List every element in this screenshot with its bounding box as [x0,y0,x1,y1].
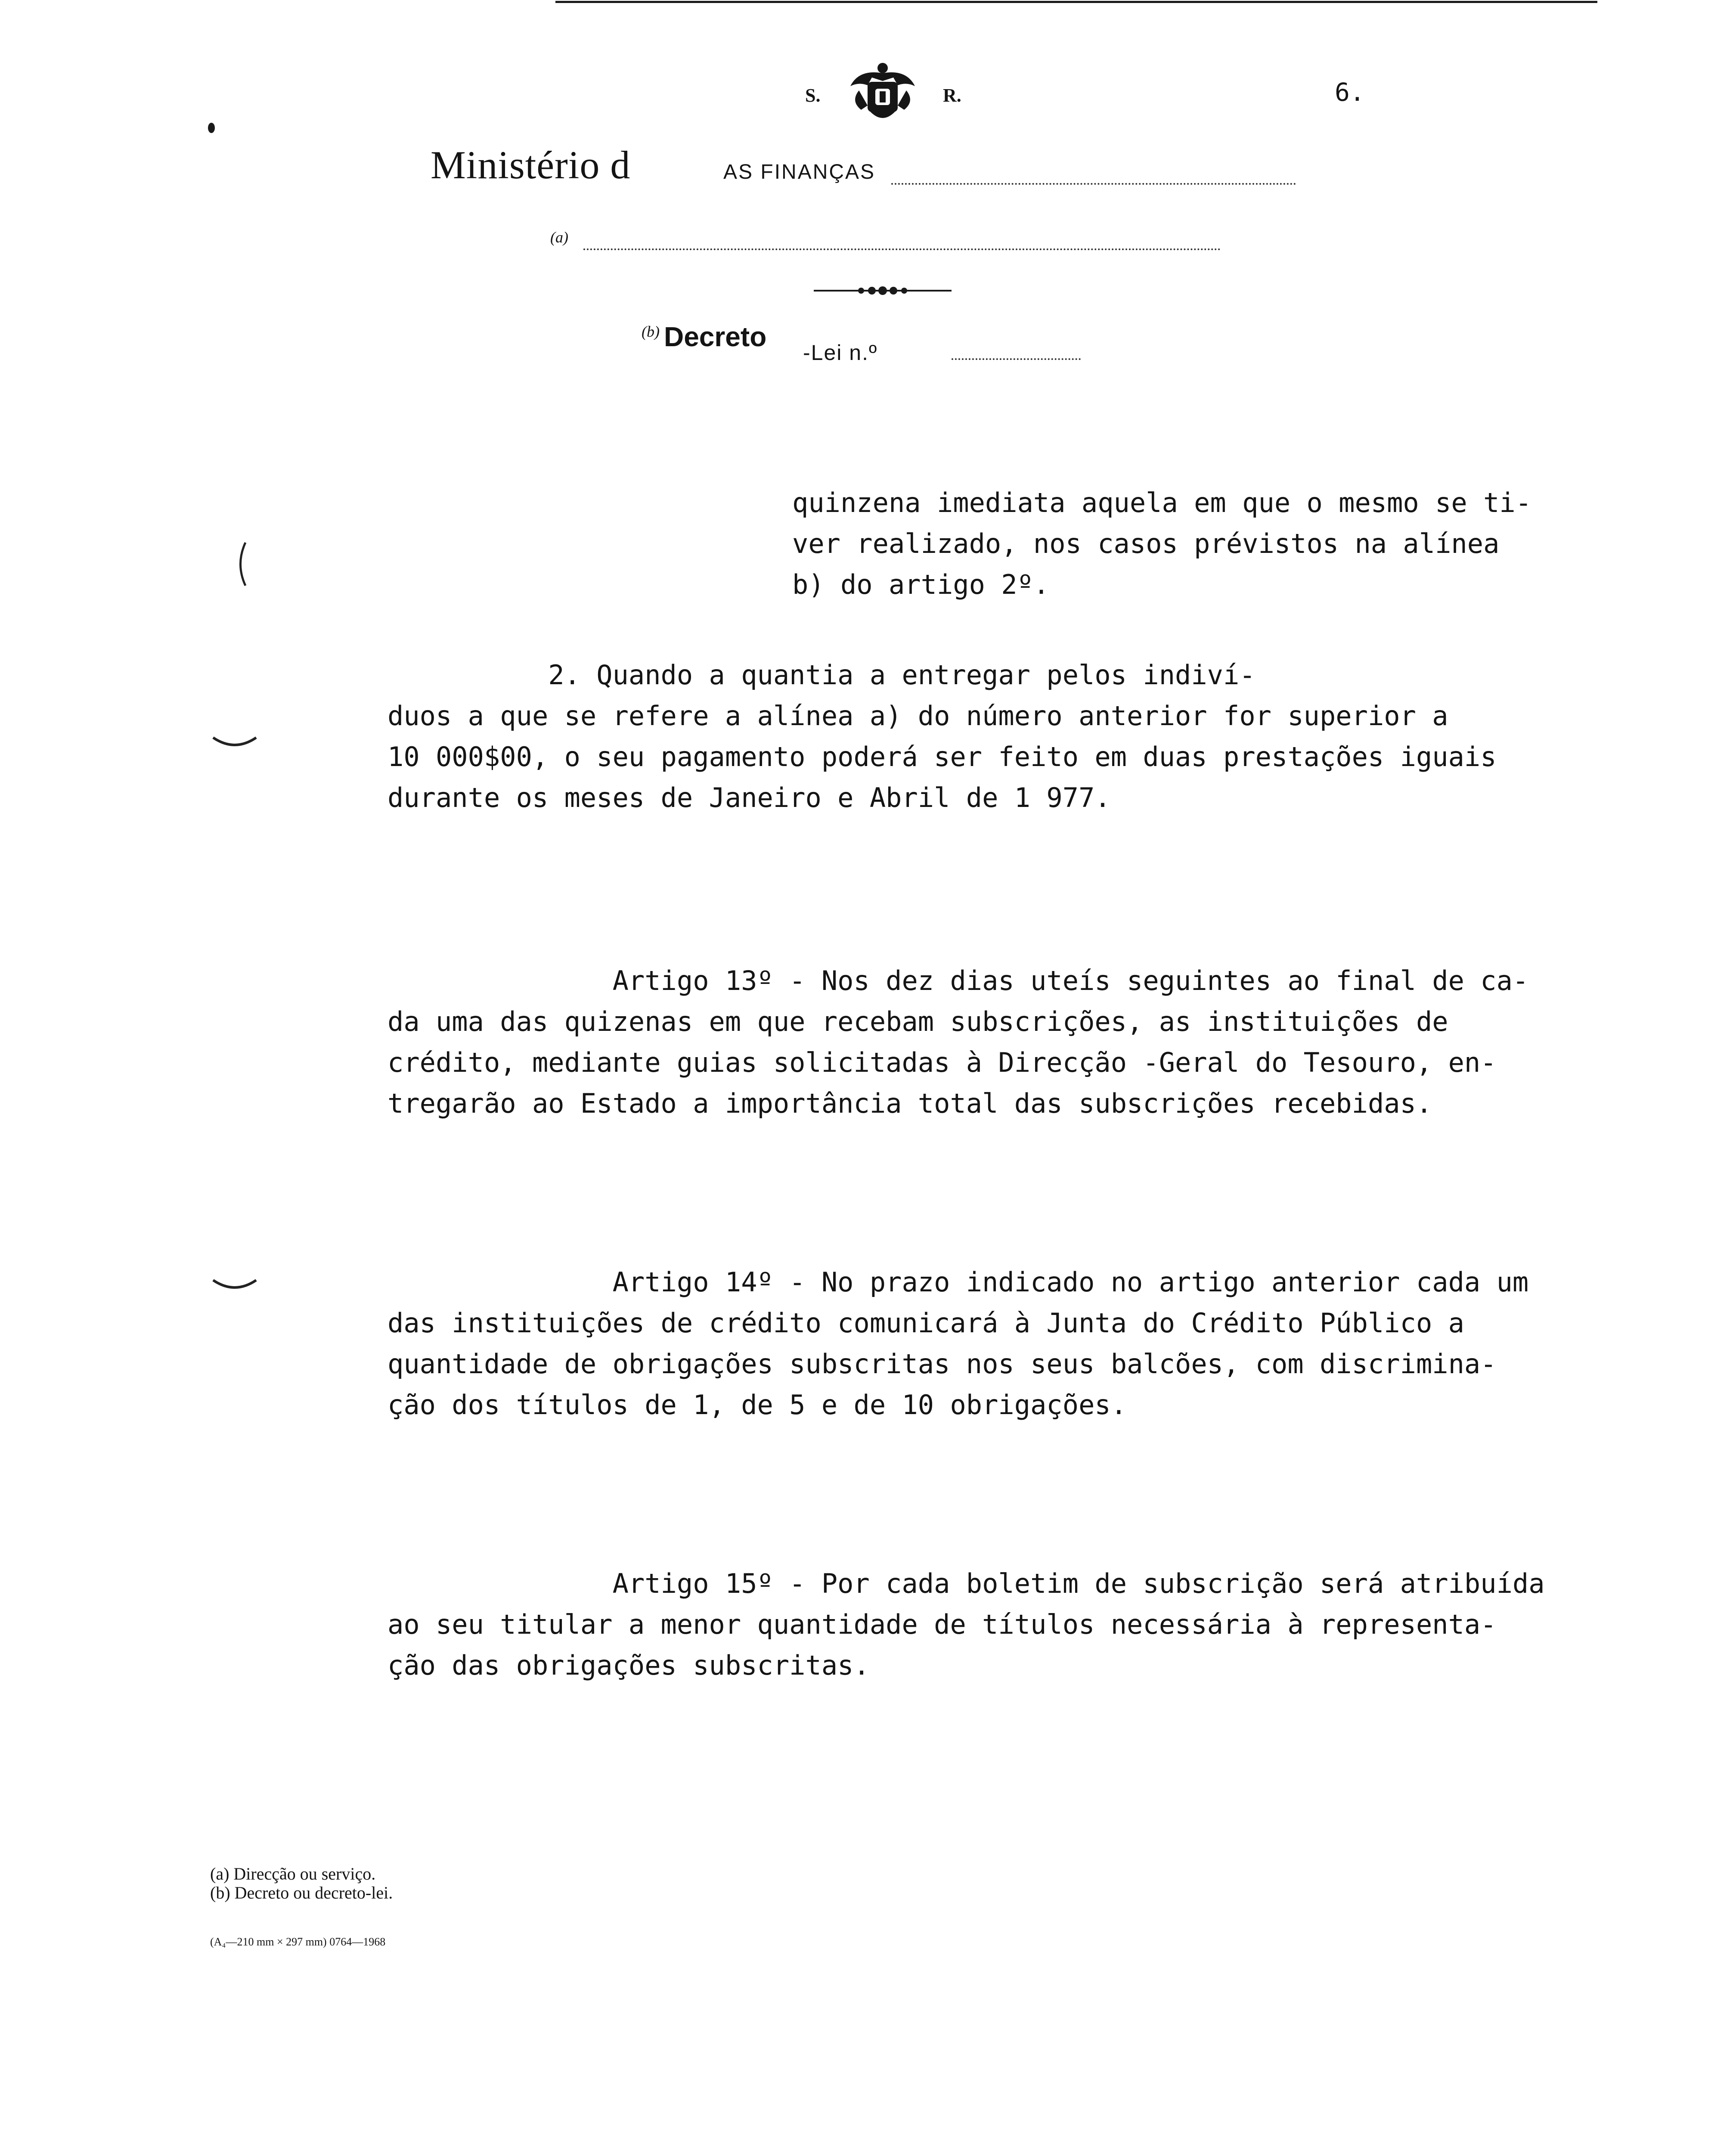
form-code: (A₄—210 mm × 297 mm) 0764—1968 [210,1936,386,1948]
margin-paren-mark [235,540,248,588]
dotted-fill-line [583,248,1221,250]
margin-binding-mark [211,1277,258,1294]
coat-of-arms-emblem [842,60,924,125]
decree-label-text: Decreto [663,321,767,352]
decree-label [642,321,766,353]
decree-type-text: -Lei [803,341,843,365]
decree-type-fill [803,340,877,365]
decree-number-label: n.º [849,341,878,365]
top-rule [555,1,1597,3]
margin-binding-mark [211,734,258,751]
article-15: Artigo 15º - Por cada boletim de subscrição será atribuída ao seu titular a menor quantidade de títulos necessária à representa- ção das obrigações subscritas. [388,1568,1545,1681]
dotted-fill-line [952,358,1081,360]
footnotes [210,1864,393,1902]
paragraph-item-2: 2. Quando a quantia a entregar pelos indiví- duos a que se refere a alínea a) do número anterior for superior a 10 000$00, o seu pagamento poderá ser feito em duas prestações iguais durante os meses de Janeiro e Abril de 1 977. [388,659,1497,813]
dotted-fill-line [891,183,1296,185]
footnote-a: (a) Direcção ou serviço. [210,1864,376,1883]
article-13: Artigo 13º - Nos dez dias uteís seguintes ao final de ca- da uma das quizenas em que recebam subscrições, as instituições de crédito, mediante guias solicitadas à Direcção -Geral do Tesouro, en- tregarão ao Estado a importância total das subscrições recebidas. [388,965,1529,1119]
header-letter-r: R. [943,85,961,106]
margin-dot-mark [208,123,215,133]
page-number: 6. [1335,78,1365,107]
header-letter-s: S. [805,85,821,106]
ministry-heading: Ministério d [431,143,631,187]
decree-footnote-marker: (b) [642,323,660,340]
footnote-b: (b) Decreto ou decreto-lei. [210,1883,393,1902]
direction-line-label: (a) [550,229,568,246]
ornament-divider [814,284,952,297]
paragraph-continuation: quinzena imediata aquela em que o mesmo se ti- ver realizado, nos casos prévistos na alínea b) do artigo 2º. [792,487,1532,600]
ministry-name-fill: AS FINANÇAS [723,161,876,183]
article-14: Artigo 14º - No prazo indicado no artigo anterior cada um das instituições de crédito comunicará à Junta do Crédito Público a quantidade de obrigações subscritas nos seus balcões, com discrimina- ção dos títulos de 1, de 5 e de 10 obrigações. [388,1266,1529,1421]
